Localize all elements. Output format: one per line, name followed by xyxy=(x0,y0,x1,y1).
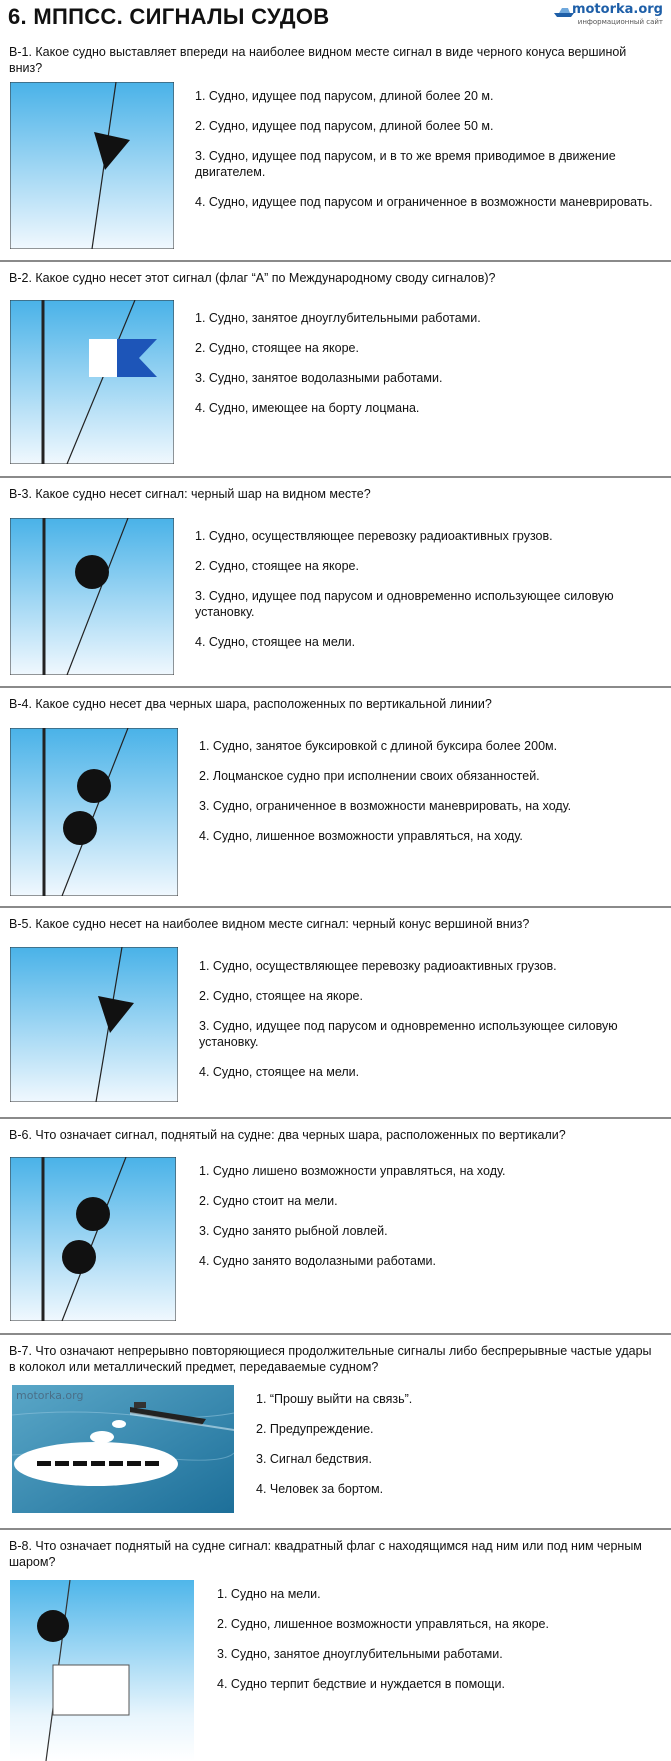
answer-list xyxy=(256,1391,656,1497)
answer-option[interactable]: 2. Судно, идущее под парусом, длиной более 50 м. xyxy=(195,119,494,133)
question-text: В-4. Какое судно несет два черных шара, расположенных по вертикальной линии? xyxy=(9,697,492,711)
sky-background xyxy=(10,947,178,1102)
page-header xyxy=(0,0,671,36)
signal-illustration xyxy=(10,82,174,249)
question-text: В-8. Что означает поднятый на судне сигнал: квадратный флаг с находящимся над ним или под ним черным шаром? xyxy=(9,1539,642,1569)
signal-illustration xyxy=(10,728,178,896)
long-blasts-icon xyxy=(37,1461,159,1466)
answer-option[interactable]: 1. Судно, осуществляющее перевозку радиоактивных грузов. xyxy=(199,959,557,973)
answer-option[interactable]: 4. Судно занято водолазными работами. xyxy=(199,1254,436,1268)
black-ball-lower-icon xyxy=(63,811,97,845)
answer-option[interactable]: 2. Судно, лишенное возможности управляться, на якоре. xyxy=(217,1617,549,1631)
question-8 xyxy=(0,1530,671,1761)
answer-list xyxy=(199,958,639,1080)
answer-list xyxy=(199,738,659,844)
answer-list xyxy=(195,528,635,650)
page-title: 6. МППСС. СИГНАЛЫ СУДОВ xyxy=(8,4,330,29)
answer-list xyxy=(217,1586,657,1692)
image-watermark: motorka.org xyxy=(16,1389,84,1402)
answer-option[interactable]: 4. Человек за бортом. xyxy=(256,1482,384,1496)
answer-option[interactable]: 2. Предупреждение. xyxy=(256,1422,374,1436)
question-text: В-7. Что означают непрерывно повторяющиеся продолжительные сигналы либо беспрерывные частые удары в колокол или металлический предмет, передаваемые судном? xyxy=(9,1344,652,1374)
answer-option[interactable]: 3. Судно, занятое дноуглубительными работами. xyxy=(217,1647,503,1661)
sky-background xyxy=(10,518,174,675)
answer-option[interactable]: 3. Судно, идущее под парусом и одновременно использующее силовую установку. xyxy=(199,1019,618,1049)
answer-list xyxy=(195,88,665,210)
answer-option[interactable]: 3. Судно, идущее под парусом, и в то же время приводимое в движение двигателем. xyxy=(195,149,616,179)
question-text: В-3. Какое судно несет сигнал: черный шар на видном месте? xyxy=(9,487,371,501)
answer-list xyxy=(199,1163,659,1269)
signal-illustration xyxy=(10,518,174,675)
answer-option[interactable]: 4. Судно терпит бедствие и нуждается в помощи. xyxy=(217,1677,505,1691)
answer-option[interactable]: 4. Судно, стоящее на мели. xyxy=(195,635,356,649)
logo-subtitle: информационный сайт xyxy=(577,18,663,26)
answer-option[interactable]: 4. Судно, идущее под парусом и ограниченное в возможности маневрировать. xyxy=(195,195,653,209)
answer-option[interactable]: 1. Судно, занятое дноуглубительными работами. xyxy=(195,311,481,325)
signal-illustration xyxy=(10,1157,176,1321)
signal-illustration xyxy=(10,1580,194,1761)
answer-option[interactable]: 1. “Прошу выйти на связь”. xyxy=(256,1392,413,1406)
answer-option[interactable]: 1. Судно, идущее под парусом, длиной более 20 м. xyxy=(195,89,494,103)
signal-illustration xyxy=(10,300,174,464)
question-1 xyxy=(0,36,671,262)
question-text: В-6. Что означает сигнал, поднятый на судне: два черных шара, расположенных по вертикали? xyxy=(9,1128,566,1142)
black-ball-upper-icon xyxy=(76,1197,110,1231)
sky-background xyxy=(10,1157,176,1321)
question-6 xyxy=(0,1119,671,1335)
answer-option[interactable]: 2. Судно, стоящее на якоре. xyxy=(195,341,359,355)
question-3 xyxy=(0,478,671,688)
square-flag-icon xyxy=(53,1665,129,1715)
question-7 xyxy=(0,1335,671,1530)
answer-option[interactable]: 1. Судно, осуществляющее перевозку радиоактивных грузов. xyxy=(195,529,553,543)
black-ball-lower-icon xyxy=(62,1240,96,1274)
sky-background xyxy=(10,728,178,896)
sound-signal-illustration xyxy=(12,1385,234,1513)
thought-bubble-small xyxy=(112,1420,126,1428)
answer-option[interactable]: 2. Судно стоит на мели. xyxy=(199,1194,338,1208)
answer-option[interactable]: 3. Судно, ограниченное в возможности маневрировать, на ходу. xyxy=(199,799,572,813)
logo-name: motorka.org xyxy=(571,2,663,17)
answer-option[interactable]: 1. Судно на мели. xyxy=(217,1587,321,1601)
answer-option[interactable]: 4. Судно, имеющее на борту лоцмана. xyxy=(195,401,420,415)
answer-option[interactable]: 3. Судно, занятое водолазными работами. xyxy=(195,371,443,385)
black-ball-icon xyxy=(75,555,109,589)
site-logo[interactable] xyxy=(553,2,663,32)
answer-option[interactable]: 2. Лоцманское судно при исполнении своих обязанностей. xyxy=(199,769,540,783)
question-text: В-2. Какое судно несет этот сигнал (флаг “А” по Международному своду сигналов)? xyxy=(9,271,496,285)
answer-option[interactable]: 3. Судно занято рыбной ловлей. xyxy=(199,1224,388,1238)
answer-option[interactable]: 2. Судно, стоящее на якоре. xyxy=(195,559,359,573)
sky-background xyxy=(10,82,174,249)
answer-option[interactable]: 3. Сигнал бедствия. xyxy=(256,1452,372,1466)
answer-option[interactable]: 1. Судно, занятое буксировкой с длиной буксира более 200м. xyxy=(199,739,558,753)
black-ball-icon xyxy=(37,1610,69,1642)
question-5 xyxy=(0,908,671,1119)
question-2 xyxy=(0,262,671,478)
answer-option[interactable]: 3. Судно, идущее под парусом и одновременно использующее силовую установку. xyxy=(195,589,614,619)
question-4 xyxy=(0,688,671,908)
answer-option[interactable]: 2. Судно, стоящее на якоре. xyxy=(199,989,363,1003)
black-ball-upper-icon xyxy=(77,769,111,803)
answer-option[interactable]: 4. Судно, лишенное возможности управляться, на ходу. xyxy=(199,829,523,843)
answer-list xyxy=(195,310,665,416)
question-text: В-5. Какое судно несет на наиболее видном месте сигнал: черный конус вершиной вниз? xyxy=(9,917,530,931)
signal-illustration xyxy=(10,947,178,1102)
question-text: В-1. Какое судно выставляет впереди на наиболее видном месте сигнал в виде черного конуса вершиной вниз? xyxy=(9,45,627,75)
thought-bubble-medium xyxy=(90,1431,114,1443)
answer-option[interactable]: 1. Судно лишено возможности управляться, на ходу. xyxy=(199,1164,506,1178)
answer-option[interactable]: 4. Судно, стоящее на мели. xyxy=(199,1065,360,1079)
sky-background xyxy=(10,300,174,464)
